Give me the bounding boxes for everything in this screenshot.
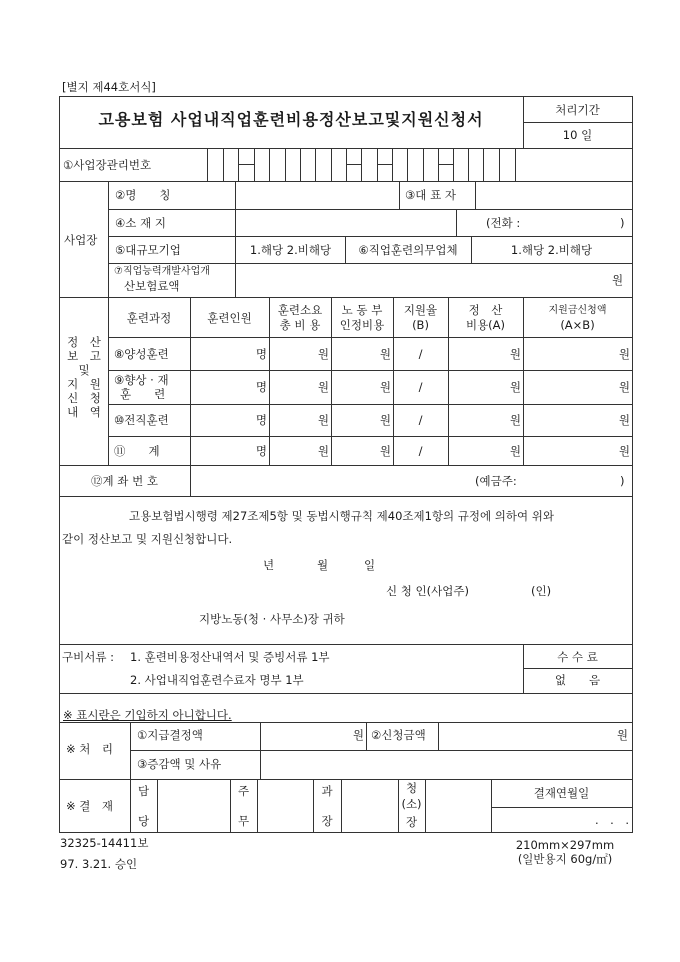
table-rule [392, 148, 393, 181]
date-year[interactable]: 년 [263, 558, 275, 572]
premium-label-2: 산보험료액 [124, 279, 180, 293]
statement-line-2: 같이 정산보고 및 지원신청합니다. [62, 532, 233, 546]
course-name-2: 훈 련 [120, 387, 166, 401]
biz-mgmt-no-grid[interactable] [207, 148, 515, 181]
header-approved-cost: 노 동 부 [341, 303, 383, 317]
table-rule [499, 148, 500, 181]
header-settlement-cost: 정 산 [468, 303, 503, 317]
approver-section-head-label: 과 [321, 784, 333, 798]
table-row [108, 337, 633, 370]
header-support-rate: 지원율 [403, 303, 438, 317]
representative-field[interactable] [476, 182, 631, 208]
support-rate-cell[interactable]: / [418, 444, 423, 458]
trainees-cell[interactable]: 명 [255, 444, 267, 458]
large-corp-options[interactable]: 1.해당 2.비해당 [249, 243, 332, 257]
table-rule [254, 148, 255, 181]
approver-section-head-label-2: 장 [321, 814, 333, 828]
settlement-cost-cell[interactable]: 원 [509, 413, 521, 427]
processing-period-label: 처리기간 [555, 103, 600, 117]
table-rule [238, 164, 254, 165]
approver-office-head-label-mid: (소) [401, 797, 422, 811]
approved-cost-cell[interactable]: 원 [379, 413, 391, 427]
approved-cost-cell[interactable]: 원 [379, 380, 391, 394]
approver-staff-label-2: 당 [137, 814, 150, 828]
table-rule [515, 148, 516, 181]
trainees-cell[interactable]: 명 [255, 347, 267, 361]
header-apply-amount: 지원금신청액 [548, 305, 607, 316]
approver-chief-sign[interactable] [258, 780, 313, 831]
approver-office-head-sign[interactable] [426, 780, 491, 831]
address-field[interactable] [236, 210, 456, 236]
approval-date-label: 결재연월일 [533, 786, 590, 800]
table-rule [300, 148, 301, 181]
settlement-section-label [62, 335, 106, 419]
table-rule [223, 148, 224, 181]
table-rule [346, 164, 361, 165]
date-month[interactable]: 월 [317, 558, 329, 572]
document-item-2: 2. 사업내직업훈련수료자 명부 1부 [130, 673, 304, 687]
diff-reason-field[interactable] [261, 751, 631, 778]
total-cost-cell[interactable]: 원 [317, 380, 329, 394]
support-rate-cell[interactable]: / [418, 413, 423, 427]
approval-date-field[interactable]: . . . [595, 813, 629, 827]
approval-date-note: 97. 3.21. 승인 [60, 857, 138, 871]
fee-label: 수 수 료 [557, 650, 598, 664]
approver-chief-label-2: 무 [237, 814, 250, 828]
form-code: 32325-14411보 [60, 836, 149, 850]
requested-amount-field[interactable]: 원 [616, 728, 628, 742]
table-rule [438, 164, 453, 165]
border [59, 832, 633, 833]
phone-close: ) [620, 216, 625, 230]
decided-amount-field[interactable]: 원 [352, 728, 364, 742]
settlement-cost-cell[interactable]: 원 [509, 444, 521, 458]
paper-size: 210mm×297mm [515, 838, 615, 852]
table-rule [399, 181, 400, 209]
documents-label: 구비서류 : [62, 650, 114, 664]
header-approved-cost-2: 인정비용 [339, 318, 385, 332]
header-total-cost: 훈련소요 [277, 303, 323, 317]
course-name: ⑩전직훈련 [114, 413, 169, 427]
header-course: 훈련과정 [126, 311, 172, 325]
table-rule [285, 148, 286, 181]
representative-label: ③대 표 자 [405, 188, 456, 202]
phone-label: (전화 : [486, 216, 521, 230]
table-rule [269, 148, 270, 181]
name-field[interactable] [236, 182, 399, 208]
approver-section-head-sign[interactable] [342, 780, 398, 831]
approver-office-head-label-2: 장 [405, 815, 418, 829]
table-rule [59, 722, 633, 723]
workplace-section-label: 사업장 [64, 233, 98, 247]
support-rate-cell[interactable]: / [418, 347, 423, 361]
premium-unit: 원 [612, 273, 624, 287]
diff-reason-label: ③증감액 및 사유 [137, 757, 222, 771]
phone-field[interactable] [530, 210, 620, 236]
approved-cost-cell[interactable]: 원 [379, 444, 391, 458]
table-rule [59, 693, 633, 694]
section-label-line: 신 청 [67, 391, 101, 405]
course-name: ⑧양성훈련 [114, 347, 169, 361]
trainees-cell[interactable]: 명 [255, 380, 267, 394]
table-row [108, 404, 633, 436]
table-rule [491, 807, 632, 808]
table-rule [423, 148, 424, 181]
account-number-field[interactable] [191, 466, 471, 495]
apply-amount-cell[interactable]: 원 [618, 380, 630, 394]
header-apply-amount-2: (A×B) [560, 318, 595, 332]
processing-period-value: 10 일 [562, 128, 593, 142]
trainees-cell[interactable]: 명 [255, 413, 267, 427]
settlement-cost-cell[interactable]: 원 [509, 347, 521, 361]
table-row [108, 436, 633, 465]
seal-label: (인) [531, 584, 552, 598]
account-holder-close: ) [620, 474, 625, 488]
table-rule [468, 148, 469, 181]
premium-field[interactable] [236, 264, 616, 296]
account-number-label: ⑫계 좌 번 호 [91, 474, 158, 488]
note-text: ※ 표시란은 기입하지 아니합니다. [63, 708, 232, 722]
addressee: 지방노동(청 · 사무소)장 귀하 [199, 612, 345, 626]
table-rule [108, 181, 109, 297]
account-holder-label: (예금주: [475, 474, 517, 488]
table-rule [456, 209, 457, 236]
header-support-rate-2: (B) [412, 318, 429, 332]
table-rule [523, 122, 632, 123]
table-rule [523, 668, 632, 669]
table-rule [453, 148, 454, 181]
header-trainees: 훈련인원 [207, 311, 252, 325]
approver-chief-label: 주 [237, 784, 250, 798]
table-rule [483, 148, 484, 181]
table-rule [331, 148, 332, 181]
total-cost-cell[interactable]: 원 [317, 347, 329, 361]
processing-section-label: ※ 처 리 [66, 742, 114, 756]
table-row [108, 370, 633, 404]
table-rule [207, 148, 208, 181]
mandatory-training-label: ⑥직업훈련의무업체 [358, 243, 458, 257]
document-item-1: 1. 훈련비용정산내역서 및 증빙서류 1부 [130, 650, 330, 664]
header-total-cost-2: 총 비 용 [279, 318, 321, 332]
biz-mgmt-no-label: ①사업장관리번호 [63, 158, 152, 172]
total-cost-cell[interactable]: 원 [317, 444, 329, 458]
border [59, 96, 633, 97]
total-cost-cell[interactable]: 원 [317, 413, 329, 427]
approved-cost-cell[interactable]: 원 [379, 347, 391, 361]
table-rule [59, 496, 633, 497]
address-label: ④소 재 지 [115, 216, 166, 230]
table-rule [407, 148, 408, 181]
table-rule [59, 297, 633, 298]
statement-line-1: 고용보험법시행령 제27조제5항 및 동법시행규칙 제40조제1항의 규정에 의하여 위와 [129, 509, 554, 523]
table-rule [108, 236, 633, 237]
fee-value: 없 음 [554, 673, 601, 687]
name-label: ②명 칭 [115, 188, 171, 202]
table-rule [366, 722, 367, 750]
applicant-label: 신 청 인(사업주) [386, 584, 469, 598]
apply-amount-cell[interactable]: 원 [618, 347, 630, 361]
table-rule [438, 722, 439, 750]
section-label-line: 내 역 [67, 405, 101, 419]
section-label-line: 보 고 [67, 349, 101, 363]
approval-section-label: ※ 결 재 [66, 799, 114, 813]
course-name: ⑨향상 · 재 [114, 373, 169, 387]
section-label-line: 및 [78, 363, 90, 377]
paper-type: (일반용지 60g/㎡) [517, 852, 613, 866]
table-rule [315, 148, 316, 181]
form-title: 고용보험 사업내직업훈련비용정산보고및지원신청서 [98, 110, 484, 129]
large-corp-label: ⑤대규모기업 [115, 243, 181, 257]
date-day[interactable]: 일 [364, 558, 376, 572]
settlement-cost-cell[interactable]: 원 [509, 380, 521, 394]
mandatory-training-options[interactable]: 1.해당 2.비해당 [510, 243, 593, 257]
table-rule [361, 148, 362, 181]
apply-amount-cell[interactable]: 원 [618, 444, 630, 458]
premium-label-1: ⑦직업능력개발사업개 [114, 266, 210, 277]
support-rate-cell[interactable]: / [418, 380, 423, 394]
requested-amount-label: ②신청금액 [371, 728, 426, 742]
decided-amount-label: ①지급결정액 [137, 728, 203, 742]
approver-staff-sign[interactable] [158, 780, 230, 831]
section-label-line: 정 산 [67, 335, 101, 349]
header-settlement-cost-2: 비용(A) [465, 318, 506, 332]
table-rule [377, 164, 392, 165]
approver-office-head-label: 청 [405, 781, 418, 795]
course-name: ⑪ 계 [114, 444, 160, 458]
section-label-line: 지 원 [67, 377, 101, 391]
form-number-label: [별지 제44호서식] [62, 80, 156, 94]
table-rule [59, 644, 633, 645]
approver-staff-label: 담 [137, 784, 150, 798]
apply-amount-cell[interactable]: 원 [618, 413, 630, 427]
